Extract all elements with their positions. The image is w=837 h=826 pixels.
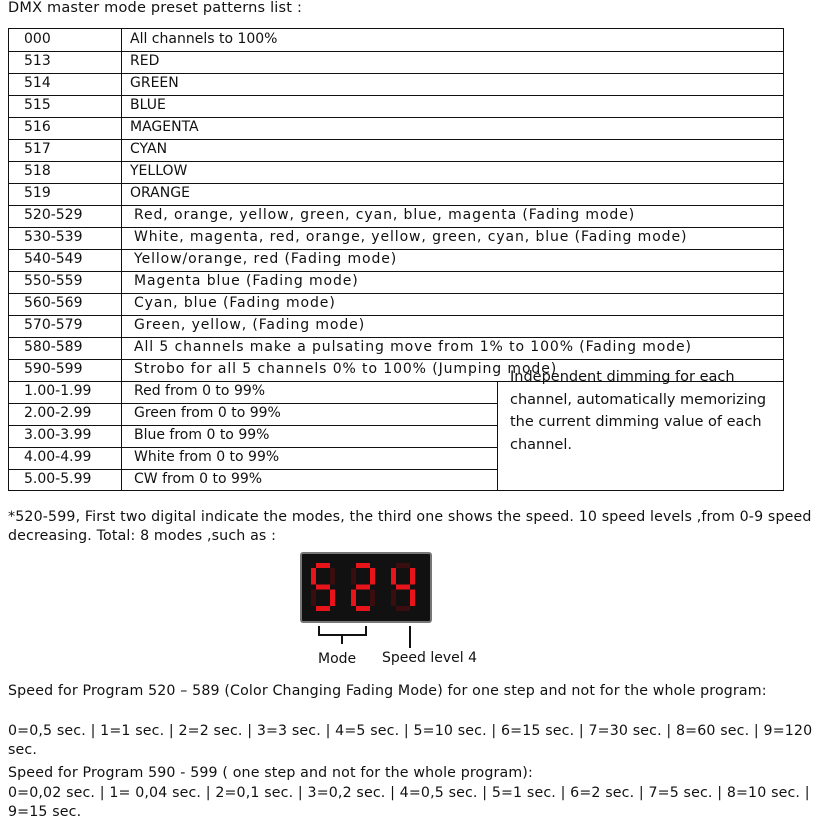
pattern-code: 514: [24, 75, 51, 91]
led-segment: [370, 590, 375, 607]
pattern-description: All channels to 100%: [130, 31, 278, 47]
row-divider: [9, 469, 498, 470]
row-divider: [9, 337, 783, 338]
mode-label: Mode: [318, 651, 357, 667]
modes-note: *520-599, First two digital indicate the modes, the third one shows the speed. 10 speed levels ,from 0-9 speed decreasing. Total: 8 modes ,such as :: [8, 509, 812, 544]
pattern-description: All 5 channels make a pulsating move from 1% to 100% (Fading mode): [134, 339, 692, 355]
pattern-code: 517: [24, 141, 51, 157]
led-segment: [351, 568, 356, 585]
table-row: [9, 73, 783, 95]
led-segment: [316, 606, 330, 611]
table-row: [9, 315, 783, 337]
led-segment: [351, 590, 356, 607]
pattern-description: RED: [130, 53, 160, 69]
pattern-description: Magenta blue (Fading mode): [134, 273, 359, 289]
table-row: [9, 139, 783, 161]
pattern-description: Green, yellow, (Fading mode): [134, 317, 366, 333]
row-divider: [9, 73, 783, 74]
pattern-description: YELLOW: [130, 163, 188, 179]
row-divider: [9, 183, 783, 184]
pattern-code: 516: [24, 119, 51, 135]
led-segment: [330, 568, 335, 585]
led-segment: [396, 606, 410, 611]
led-segment: [410, 590, 415, 607]
pattern-description: Red from 0 to 99%: [134, 383, 266, 399]
table-row: [9, 227, 783, 249]
pattern-description: Strobo for all 5 channels 0% to 100% (Jumping mode): [134, 361, 558, 377]
pattern-description: CW from 0 to 99%: [134, 471, 263, 487]
pattern-code: 590-599: [24, 361, 83, 377]
led-segment: [330, 590, 335, 607]
pattern-code: 580-589: [24, 339, 83, 355]
table-row: [9, 293, 783, 315]
led-segment: [396, 563, 410, 568]
table-row: [9, 337, 783, 359]
led-segment: [356, 585, 370, 590]
table-row: [9, 205, 783, 227]
row-divider: [9, 117, 783, 118]
speed1-title: Speed for Program 520 – 589 (Color Changing Fading Mode) for one step and not for the whole program:: [8, 683, 767, 699]
row-divider: [9, 249, 783, 250]
table-row: [9, 95, 783, 117]
led-segment: [356, 563, 370, 568]
row-divider: [9, 425, 498, 426]
led-segment: [396, 585, 410, 590]
table-row: [9, 183, 783, 205]
page-title: DMX master mode preset patterns list :: [8, 0, 303, 16]
led-digits: [302, 554, 430, 621]
pattern-code: 550-559: [24, 273, 83, 289]
pattern-code: 513: [24, 53, 51, 69]
pattern-description: White from 0 to 99%: [134, 449, 280, 465]
pattern-code: 560-569: [24, 295, 83, 311]
display-bracket: [300, 620, 440, 650]
led-segment: [316, 563, 330, 568]
pattern-code: 520-529: [24, 207, 83, 223]
row-divider: [9, 227, 783, 228]
pattern-description: White, magenta, red, orange, yellow, green, cyan, blue (Fading mode): [134, 229, 688, 245]
row-divider: [9, 293, 783, 294]
speed2-title: Speed for Program 590 - 599 ( one step and not for the whole program):: [8, 765, 533, 781]
dimming-note: Independent dimming for each channel, automatically memorizing the current dimming value of each channel.: [510, 369, 767, 453]
led-display: [300, 552, 432, 623]
led-segment: [311, 568, 316, 585]
led-segment: [311, 590, 316, 607]
pattern-description: GREEN: [130, 75, 179, 91]
row-divider: [9, 51, 783, 52]
pattern-description: ORANGE: [130, 185, 190, 201]
row-divider: [9, 139, 783, 140]
table-row: [9, 469, 783, 491]
table-row: [9, 117, 783, 139]
led-segment: [356, 606, 370, 611]
led-segment: [370, 568, 375, 585]
pattern-code: 2.00-2.99: [24, 405, 92, 421]
pattern-description: Yellow/orange, red (Fading mode): [134, 251, 398, 267]
row-divider: [9, 271, 783, 272]
row-divider: [9, 359, 783, 360]
pattern-description: BLUE: [130, 97, 166, 113]
led-segment: [391, 568, 396, 585]
speed1-values: 0=0,5 sec. | 1=1 sec. | 2=2 sec. | 3=3 sec. | 4=5 sec. | 5=10 sec. | 6=15 sec. | 7=30 sec. | 8=60 sec. | 9=120 sec.: [8, 723, 813, 758]
pattern-code: 570-579: [24, 317, 83, 333]
table-row: [9, 249, 783, 271]
table-row: [9, 29, 783, 51]
pattern-code: 515: [24, 97, 51, 113]
pattern-code: 530-539: [24, 229, 83, 245]
pattern-code: 4.00-4.99: [24, 449, 92, 465]
row-divider: [9, 161, 783, 162]
led-segment: [410, 568, 415, 585]
row-divider: [9, 403, 498, 404]
pattern-description: Cyan, blue (Fading mode): [134, 295, 336, 311]
row-divider: [9, 95, 783, 96]
speed-level-label: Speed level 4: [382, 650, 477, 666]
pattern-code: 1.00-1.99: [24, 383, 92, 399]
pattern-description: Blue from 0 to 99%: [134, 427, 270, 443]
pattern-code: 3.00-3.99: [24, 427, 92, 443]
row-divider: [9, 447, 498, 448]
table-row: [9, 51, 783, 73]
pattern-code: 000: [24, 31, 51, 47]
led-segment: [316, 585, 330, 590]
pattern-code: 518: [24, 163, 51, 179]
pattern-description: CYAN: [130, 141, 168, 157]
pattern-code: 540-549: [24, 251, 83, 267]
table-row: [9, 161, 783, 183]
pattern-description: Green from 0 to 99%: [134, 405, 281, 421]
row-divider: [9, 205, 783, 206]
pattern-code: 519: [24, 185, 51, 201]
row-divider: [9, 315, 783, 316]
table-row: [9, 271, 783, 293]
led-segment: [391, 590, 396, 607]
speed2-values: 0=0,02 sec. | 1= 0,04 sec. | 2=0,1 sec. | 3=0,2 sec. | 4=0,5 sec. | 5=1 sec. | 6=2 sec. | 7=5 sec. | 8=10 sec. | 9=15 sec.: [8, 785, 810, 820]
pattern-code: 5.00-5.99: [24, 471, 92, 487]
pattern-description: MAGENTA: [130, 119, 199, 135]
pattern-description: Red, orange, yellow, green, cyan, blue, magenta (Fading mode): [134, 207, 636, 223]
